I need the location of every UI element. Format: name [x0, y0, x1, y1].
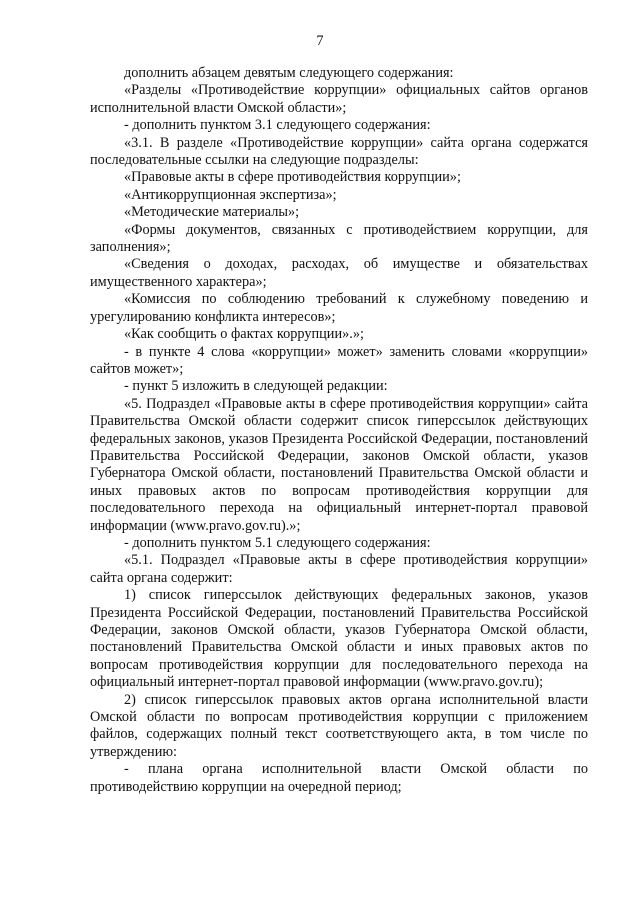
paragraph: «Формы документов, связанных с противодействием коррупции, для заполнения»;: [90, 221, 588, 256]
paragraph: «3.1. В разделе «Противодействие коррупции» сайта органа содержатся последовательные ссылки на следующие подразделы:: [90, 134, 588, 169]
paragraph: «5. Подраздел «Правовые акты в сфере противодействия коррупции» сайта Правительства Омской области содержит список гиперссылок действующих федеральных законов, указов Президента Российской Федерации, постановлений Правительства Российской Федерации, законов Омской области, указов Губернатора Омской области, постановлений Правительства Омской области и иных правовых актов по вопросам противодействия коррупции для последовательного перехода на официальный интернет-портал правовой информации (www.pravo.gov.ru).»;: [90, 395, 588, 534]
paragraph: 2) список гиперссылок правовых актов органа исполнительной власти Омской области по вопросам противодействия коррупции с приложением файлов, содержащих полный текст соответствующего акта, в том числе по утверждению:: [90, 691, 588, 760]
paragraph: - пункт 5 изложить в следующей редакции:: [124, 378, 388, 395]
paragraph: - дополнить пунктом 5.1 следующего содержания:: [124, 534, 431, 551]
paragraph: дополнить абзацем девятым следующего содержания:: [124, 65, 454, 81]
paragraph: - плана органа исполнительной власти Омской области по противодействию коррупции на очередной период;: [90, 761, 588, 795]
paragraph: «Комиссия по соблюдению требований к служебному поведению и урегулированию конфликта интересов»;: [90, 291, 588, 325]
paragraph: - в пункте 4 слова «коррупции» может» заменить словами «коррупции» сайтов может»;: [90, 343, 588, 377]
paragraph: «Правовые акты в сфере противодействия коррупции»;: [124, 169, 461, 186]
document-body: [90, 65, 588, 796]
paragraph: «Разделы «Противодействие коррупции» официальных сайтов органов исполнительной власти Омской области»;: [90, 82, 588, 116]
paragraph: - дополнить пунктом 3.1 следующего содержания:: [124, 117, 431, 134]
paragraph: «Как сообщить о фактах коррупции».»;: [124, 326, 364, 343]
page-number: 7: [316, 33, 324, 49]
paragraph: «Антикоррупционная экспертиза»;: [124, 186, 337, 203]
paragraph: 1) список гиперссылок действующих федеральных законов, указов Президента Российской Федерации, постановлений Правительства Российской Федерации, законов Омской области, указов Губернатора Омской области, постановлений Правительства Омской области и иных правовых актов по вопросам противодействия коррупции для последовательного перехода на официальный интернет-портал правовой информации (www.pravo.gov.ru);: [90, 587, 588, 691]
paragraph: «Сведения о доходах, расходах, об имуществе и обязательствах имущественного характера»;: [90, 256, 588, 290]
paragraph: «5.1. Подраздел «Правовые акты в сфере противодействия коррупции» сайта органа содержит:: [90, 552, 588, 586]
paragraph: «Методические материалы»;: [124, 204, 300, 221]
